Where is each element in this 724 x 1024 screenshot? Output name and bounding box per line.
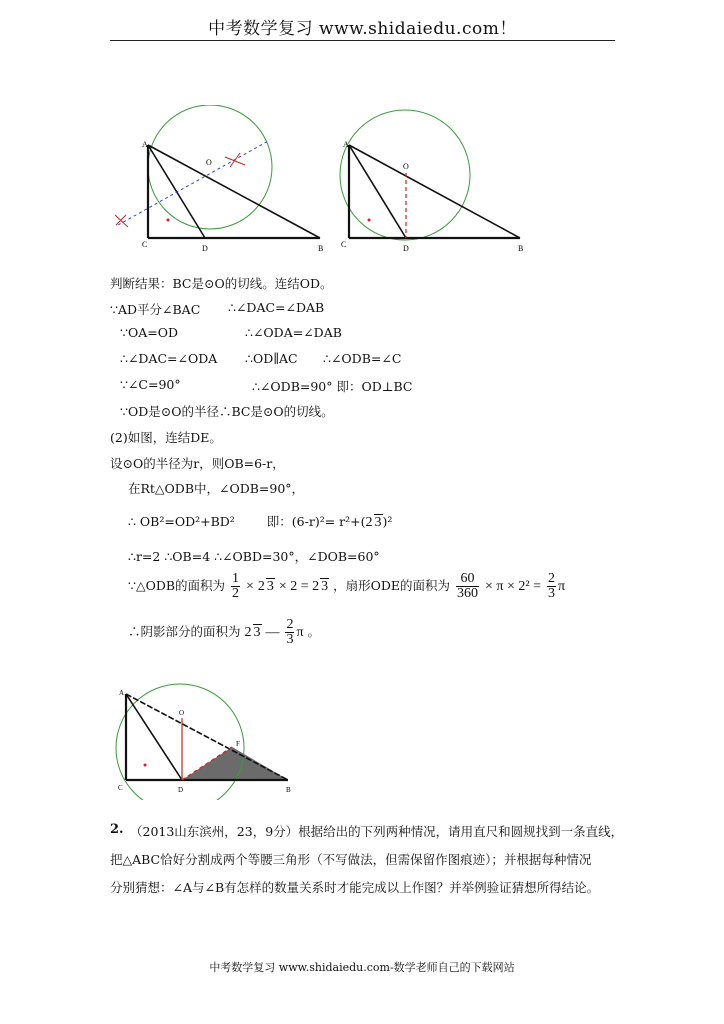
- solution-line-13: [128, 618, 320, 647]
- segment-ab: [349, 145, 520, 238]
- arc-mark-1: [225, 153, 245, 167]
- coef-2: 2: [257, 579, 265, 594]
- label-o: O: [179, 709, 185, 717]
- solution-line-7: (2)如图，连结DE。: [110, 430, 222, 445]
- label-d: D: [202, 244, 208, 253]
- solution-line-10: [128, 512, 392, 531]
- solution-line-2a: ∵AD平分∠BAC: [110, 302, 201, 317]
- page-header: 中考数学复习 www.shidaiedu.com！: [208, 19, 517, 39]
- page-footer: 中考数学复习 www.shidaiedu.com-数学老师自己的下载网站: [209, 961, 515, 974]
- label-a: A: [343, 140, 349, 149]
- times-two: × 2 = 2: [278, 579, 320, 594]
- solution-line-6: ∵OD是⊙O的半径∴BC是⊙O的切线。: [120, 404, 334, 419]
- sqrt-3: 3: [374, 515, 382, 530]
- sector-area-label: ，扇形ODE的面积为: [333, 578, 451, 593]
- period: 。: [307, 624, 321, 639]
- problem-2-line-1: （2013山东滨州，23，9分）根据给出的下列两种情况，请用直尺和圆规找到一条直线，: [130, 824, 624, 839]
- label-a: A: [119, 689, 125, 697]
- point-mark: [167, 219, 170, 222]
- label-o: O: [206, 158, 212, 167]
- label-o: O: [403, 162, 409, 171]
- problem-2-number: 2.: [110, 822, 124, 837]
- solution-line-8: 设⊙O的半径为r，则OB=6-r，: [110, 456, 285, 471]
- fraction-two-thirds: $\frac{2}{3}$: [286, 617, 294, 647]
- solution-line-12: [128, 572, 565, 601]
- coef-2: 2: [244, 625, 252, 640]
- equation-pythagoras: ∴ OB²=OD²+BD²: [128, 514, 235, 529]
- point-mark: [144, 764, 147, 767]
- pi-symbol: π: [557, 579, 566, 594]
- solution-line-4a: ∴∠DAC=∠ODA: [120, 351, 218, 366]
- solution-line-4b: ∴OD∥AC: [245, 351, 298, 366]
- figure-2: [335, 105, 535, 255]
- figure-1: [110, 105, 335, 255]
- solution-line-1: 判断结果：BC是⊙O的切线。连结OD。: [110, 276, 333, 291]
- sqrt-3: 3: [266, 579, 274, 594]
- segment-ad: [349, 145, 406, 238]
- sqrt-3: 3: [253, 625, 261, 640]
- point-mark: [368, 219, 371, 222]
- shaded-area-label: ∴阴影部分的面积为: [128, 624, 241, 639]
- equation-substitution: 即：(6-r)²= r²+(: [266, 514, 366, 529]
- problem-2-line-2: 把△ABC恰好分割成两个等腰三角形（不写做法，但需保留作图痕迹）；并根据每种情况: [110, 852, 592, 867]
- label-c: C: [118, 784, 123, 792]
- solution-line-5a: ∵∠C=90°: [120, 377, 181, 392]
- sector-expression: × π × 2² =: [485, 579, 541, 594]
- times-sign: ×: [246, 579, 254, 594]
- label-c: C: [341, 240, 347, 249]
- circle-o: [116, 684, 244, 800]
- minus-sign: —: [265, 625, 280, 640]
- fraction-half: $\frac{1}{2}$: [232, 571, 240, 601]
- label-a: A: [142, 140, 148, 149]
- solution-line-3a: ∵OA=OD: [120, 325, 178, 340]
- perpendicular-bisector: [118, 140, 270, 225]
- solution-line-5b: ∴∠ODB=90° 即：OD⊥BC: [252, 379, 413, 394]
- label-f: F: [236, 740, 240, 748]
- solution-line-9: 在Rt△ODB中，∠ODB=90°，: [128, 481, 305, 496]
- fraction-two-thirds: $\frac{2}{3}$: [547, 571, 555, 601]
- label-b: B: [286, 786, 291, 794]
- label-b: B: [318, 244, 324, 253]
- figure-3: [112, 680, 302, 800]
- fraction-sector: $\frac{60}{360}$: [457, 571, 479, 601]
- triangle-area-label: ∵△ODB的面积为: [128, 578, 226, 593]
- solution-line-3b: ∴∠ODA=∠DAB: [245, 325, 342, 340]
- coef-2: 2: [365, 515, 373, 530]
- problem-2-line-3: 分别猜想：∠A与∠B有怎样的数量关系时才能完成以上作图？并举例验证猜想所得结论。: [110, 880, 600, 895]
- solution-line-4c: ∴∠ODB=∠C: [323, 351, 402, 366]
- segment-ad: [126, 694, 185, 780]
- header-rule: [110, 40, 615, 41]
- solution-line-11: ∴r=2 ∴OB=4 ∴∠OBD=30°，∠DOB=60°: [128, 549, 380, 564]
- segment-ad: [148, 145, 205, 238]
- equation-close: )²: [382, 514, 393, 529]
- pi-symbol: π: [296, 625, 304, 640]
- circle-o: [148, 105, 272, 229]
- label-d: D: [403, 244, 409, 253]
- solution-line-2b: ∴∠DAC=∠DAB: [228, 300, 325, 315]
- label-c: C: [142, 240, 148, 249]
- label-d: D: [178, 786, 184, 794]
- sqrt-3-result: 3: [321, 579, 329, 594]
- label-b: B: [518, 244, 524, 253]
